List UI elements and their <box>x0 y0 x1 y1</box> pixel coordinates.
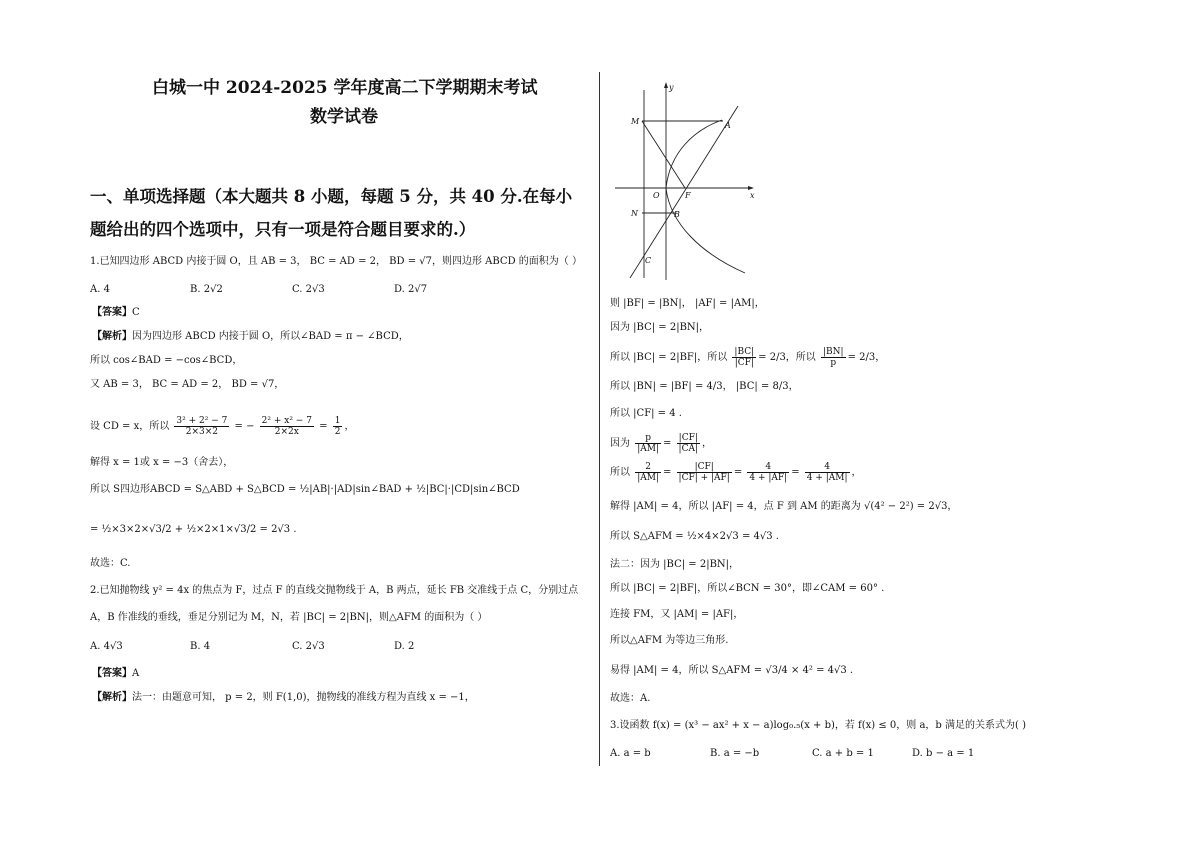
denominator: |AM| <box>637 444 659 454</box>
numerator: p <box>635 433 661 444</box>
q1-line: 又 AB = 3， BC = AD = 2， BD = √7， <box>90 379 285 390</box>
solution-value: 8/3， <box>772 381 799 392</box>
numerator: 4 <box>747 462 789 473</box>
solution-text: |BC| = <box>735 381 770 392</box>
exam-subtitle: 数学试卷 <box>310 107 378 127</box>
solution-bn-line <box>610 380 799 394</box>
analysis-label: 【解析】 <box>92 692 132 703</box>
solution-line: 故选：A. <box>610 693 651 704</box>
numerator: 2 <box>635 462 661 473</box>
numerator: |CF| <box>677 433 700 444</box>
parabola <box>666 120 722 188</box>
solution-text: = 2/3，所以 <box>758 352 816 363</box>
equals-sign: = − <box>234 421 255 432</box>
fraction <box>821 347 846 368</box>
denominator: |CF| + |AF| <box>678 473 730 483</box>
line-mf <box>642 121 685 188</box>
q1-line: 故选：C. <box>90 558 131 569</box>
numerator: 1 <box>334 416 341 426</box>
denominator: |CA| <box>678 444 698 454</box>
x-axis-arrow-icon <box>748 186 754 190</box>
fraction <box>747 462 789 483</box>
solution-line: 所以 S△AFM = ½×4×2√3 = 4√3 . <box>610 531 779 542</box>
fraction <box>635 433 661 454</box>
fraction <box>677 433 700 454</box>
denominator: p <box>830 358 837 368</box>
label-b: B <box>674 210 680 219</box>
answer-value: A <box>132 668 140 679</box>
fraction <box>635 462 661 483</box>
column-divider <box>599 72 600 766</box>
solution-line: 连接 FM，又 |AM| = |AF|， <box>610 609 744 620</box>
solution-value: 4/3， <box>706 381 733 392</box>
q2-option-d: D. 2 <box>394 641 415 652</box>
solution-text: = 2/3， <box>847 352 886 363</box>
q1-line: 所以 cos∠BAD = −cos∠BCD， <box>90 355 243 366</box>
equals-sign: = <box>319 421 328 432</box>
line-ab <box>630 106 738 278</box>
analysis-label: 【解析】 <box>92 331 132 342</box>
label-f: F <box>685 191 691 200</box>
solution-line: 易得 |AM| = 4，所以 S△AFM = √3/4 × 4² = 4√3 . <box>610 665 854 676</box>
exam-title: 白城一中 2024-2025 学年度高二下学期期末考试 <box>152 78 538 98</box>
q1-option-c: C. 2√3 <box>292 284 325 295</box>
q2-analysis-line <box>92 691 475 705</box>
q1-line: = ½×3×2×√3/2 + ½×2×1×√3/2 = 2√3 . <box>90 524 297 535</box>
denominator: |CF| <box>734 358 754 368</box>
solution-line: 所以 |BC| = 2|BF|，所以∠BCN = 30°，即∠CAM = 60° . <box>610 583 885 594</box>
q3-stem: 3.设函数 f(x) = (x³ − ax² + x − a)log₀.₅(x + b)，若 f(x) ≤ 0，则 a，b 满足的关系式为( ) <box>610 720 1026 731</box>
q1-line: 所以 S四边形ABCD = S△ABD + S△BCD = ½|AB|·|AD|sin∠BAD + ½|BC|·|CD|sin∠BCD <box>90 484 520 495</box>
solution-line: 因为 |BC| = 2|BN|， <box>610 322 710 333</box>
q1-line: 设 CD = x，所以 <box>90 421 170 432</box>
fraction <box>260 416 314 437</box>
fraction <box>677 462 732 483</box>
section-heading-cont: 题给出的四个选项中，只有一项是符合题目要求的.） <box>90 220 476 239</box>
comma: ， <box>344 421 355 432</box>
numerator: |CF| <box>677 462 732 473</box>
numerator: |BC| <box>734 347 755 357</box>
q1-stem: 1.已知四边形 ABCD 内接于圆 O，且 AB = 3， BC = AD = 2， BD = √7，则四边形 ABCD 的面积为（ ） <box>90 256 582 267</box>
denominator: 2 <box>334 427 341 437</box>
answer-label: 【答案】 <box>92 668 132 679</box>
section-heading: 一、单项选择题（本大题共 8 小题，每题 5 分，共 40 分.在每小 <box>90 187 573 206</box>
fraction <box>732 347 756 368</box>
denominator: |AM| <box>637 473 659 483</box>
numerator: 2² + x² − 7 <box>261 416 312 426</box>
numerator: 3² + 2² − 7 <box>176 416 228 426</box>
parabola-lower <box>666 188 745 273</box>
q2-stem: 2.已知抛物线 y² = 4x 的焦点为 F，过点 F 的直线交抛物线于 A，B 两点，延长 FB 交准线于点 C，分别过点 <box>90 585 579 596</box>
denominator: 2×2x <box>274 427 299 437</box>
q1-analysis-line <box>92 330 409 344</box>
fraction <box>333 416 343 437</box>
solution-text: 所以 |BC| = 2|BF|，所以 <box>610 352 728 363</box>
numerator: 4 <box>805 462 850 473</box>
y-axis-arrow-icon <box>664 82 668 88</box>
q2-stem-cont: A，B 作准线的垂线，垂足分别记为 M，N，若 |BC| = 2|BN|，则△AFM 的面积为（ ） <box>90 612 488 623</box>
solution-line: 法二：因为 |BC| = 2|BN|， <box>610 559 740 570</box>
label-y: y <box>669 83 674 92</box>
solution-text: 所以 |BN| = |BF| = <box>610 381 704 392</box>
q3-option-d: D. b − a = 1 <box>912 748 975 759</box>
analysis-text: 因为四边形 ABCD 内接于圆 O，所以∠BAD = π − ∠BCD， <box>132 331 409 342</box>
q3-option-c: C. a + b = 1 <box>812 748 874 759</box>
solution-line: 则 |BF| = |BN|， |AF| = |AM|， <box>610 298 765 309</box>
solution-line: 所以 |CF| = 4 . <box>610 408 682 419</box>
analysis-text: 法一：由题意可知， p = 2，则 F(1,0)，抛物线的准线方程为直线 x = −1， <box>132 692 475 703</box>
q2-option-b: B. 4 <box>190 641 211 652</box>
q1-option-d: D. 2√7 <box>394 284 428 295</box>
q1-option-a: A. 4 <box>90 284 110 295</box>
solution-ratio-line <box>610 347 885 368</box>
label-n: N <box>631 209 638 218</box>
q3-option-a: A. a = b <box>610 748 651 759</box>
answer-value: C <box>132 307 140 318</box>
q2-option-c: C. 2√3 <box>292 641 325 652</box>
q1-answer <box>92 306 140 320</box>
denominator: 4 + |AM| <box>806 473 848 483</box>
solution-line: 解得 |AM| = 4，所以 |AF| = 4，点 F 到 AM 的距离为 √(4² − 2²) = 2√3， <box>610 501 958 512</box>
q1-cosine-equation <box>90 416 354 437</box>
solution-text: 所以 <box>610 467 630 478</box>
solution-text: 因为 <box>610 438 630 449</box>
label-o: O <box>653 191 660 200</box>
denominator: 2×3×2 <box>185 427 219 437</box>
denominator: 4 + |AF| <box>749 473 788 483</box>
solution-line: 所以△AFM 为等边三角形. <box>610 635 729 646</box>
label-m: M <box>631 117 640 126</box>
fraction <box>174 416 229 437</box>
q3-option-b: B. a = −b <box>710 748 760 759</box>
solution-ratio-line: 因为 $\frac{p}{|AM|}$ = $\frac{|CF|}{|CA|}$ ， <box>610 433 712 454</box>
q1-line: 解得 x = 1或 x = −3（舍去）， <box>90 457 234 468</box>
fraction <box>805 462 850 483</box>
q2-answer <box>92 667 139 681</box>
label-x: x <box>750 191 755 200</box>
q2-option-a: A. 4√3 <box>90 641 123 652</box>
q1-option-b: B. 2√2 <box>190 284 223 295</box>
solution-ratio-line: 所以 $\frac{2}{|AM|}$ = $\frac{|CF|}{|CF| + |AF|}$ = $\frac{4}{4 + |AF|}$ = $\frac{4}{4 + |AM|}$ ， <box>610 462 862 483</box>
label-c: C <box>645 256 652 265</box>
numerator: |BN| <box>823 347 844 357</box>
label-a: A <box>725 121 731 130</box>
parabola-figure <box>610 78 760 283</box>
answer-label: 【答案】 <box>92 307 132 318</box>
